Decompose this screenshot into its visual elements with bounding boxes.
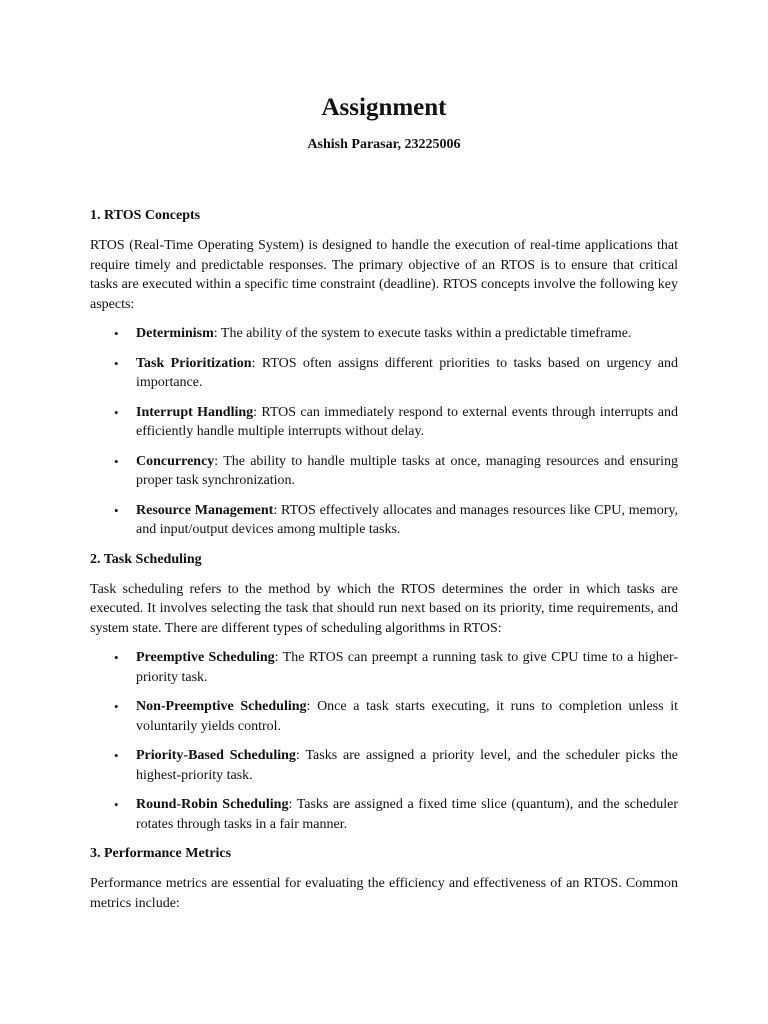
list-item-term: Round-Robin Scheduling <box>136 797 289 812</box>
list-item-term: Preemptive Scheduling <box>136 650 275 665</box>
list-item-text: : RTOS can immediately respond to external events through interrupts and efficiently handle multiple interrupts without delay. <box>136 404 678 439</box>
list-item-text: : Once a task starts executing, it runs to completion unless it voluntarily yields control. <box>136 699 678 734</box>
section-intro-performance-metrics: Performance metrics are essential for evaluating the efficiency and effectiveness of an RTOS. Common metrics include: <box>90 876 678 911</box>
list-item-text: : The ability to handle multiple tasks at once, managing resources and ensuring proper task synchronization. <box>136 453 678 488</box>
bullet-icon: • <box>114 797 119 812</box>
bullet-icon: • <box>114 650 119 665</box>
bullet-list-rtos-concepts <box>90 324 678 540</box>
list-item-text: : RTOS often assigns different priorities to tasks based on urgency and importance. <box>136 355 678 390</box>
list-item <box>90 324 678 344</box>
bullet-icon: • <box>114 404 119 420</box>
list-item-term: Non-Preemptive Scheduling <box>136 699 307 714</box>
bullet-icon: • <box>114 453 119 469</box>
list-item-term: Resource Management <box>136 502 274 518</box>
list-item-text: : RTOS effectively allocates and manages resources like CPU, memory, and input/output devices among multiple tasks. <box>136 502 678 537</box>
list-item-text: : The ability of the system to execute tasks within a predictable timeframe. <box>213 326 632 341</box>
document-page <box>90 90 678 913</box>
list-item-term: Determinism <box>136 326 214 341</box>
bullet-icon: • <box>114 502 119 518</box>
list-item <box>90 648 678 687</box>
list-item-term: Priority-Based Scheduling <box>136 748 296 763</box>
list-item-term: Task Prioritization <box>136 355 252 371</box>
bullet-icon: • <box>114 326 119 341</box>
section-intro-rtos-concepts: RTOS (Real-Time Operating System) is designed to handle the execution of real-time applications that require timely and predictable responses. The primary objective of an RTOS is to ensure that critical tasks are executed within a specific time constraint (deadline). RTOS concepts involve the following key aspects: <box>90 238 678 312</box>
list-item <box>90 403 678 442</box>
list-item-term: Interrupt Handling <box>136 404 254 420</box>
list-item <box>90 746 678 785</box>
section-heading-rtos-concepts: 1. RTOS Concepts <box>90 208 201 223</box>
bullet-icon: • <box>114 699 119 714</box>
section-heading-task-scheduling: 2. Task Scheduling <box>90 551 202 567</box>
bullet-icon: • <box>114 355 119 371</box>
document-author: Ashish Parasar, 23225006 <box>307 137 461 152</box>
list-item-text: : Tasks are assigned a fixed time slice (quantum), and the scheduler rotates through tasks in a fair manner. <box>136 797 679 832</box>
list-item-text: : Tasks are assigned a priority level, and the scheduler picks the highest-priority task. <box>136 748 679 783</box>
section-intro-task-scheduling: Task scheduling refers to the method by which the RTOS determines the order in which tasks are executed. It involves selecting the task that should run next based on its priority, time requirements, and system state. There are different types of scheduling algorithms in RTOS: <box>90 581 678 636</box>
list-item <box>90 501 678 540</box>
list-item <box>90 354 678 393</box>
section-heading-performance-metrics: 3. Performance Metrics <box>90 846 232 861</box>
bullet-icon: • <box>114 748 119 763</box>
list-item <box>90 795 678 834</box>
list-item-text: : The RTOS can preempt a running task to give CPU time to a higher-priority task. <box>136 650 678 685</box>
list-item <box>90 697 678 736</box>
list-item-term: Concurrency <box>136 453 215 469</box>
list-item <box>90 452 678 491</box>
document-title: Assignment <box>321 94 447 121</box>
bullet-list-task-scheduling <box>90 648 678 834</box>
